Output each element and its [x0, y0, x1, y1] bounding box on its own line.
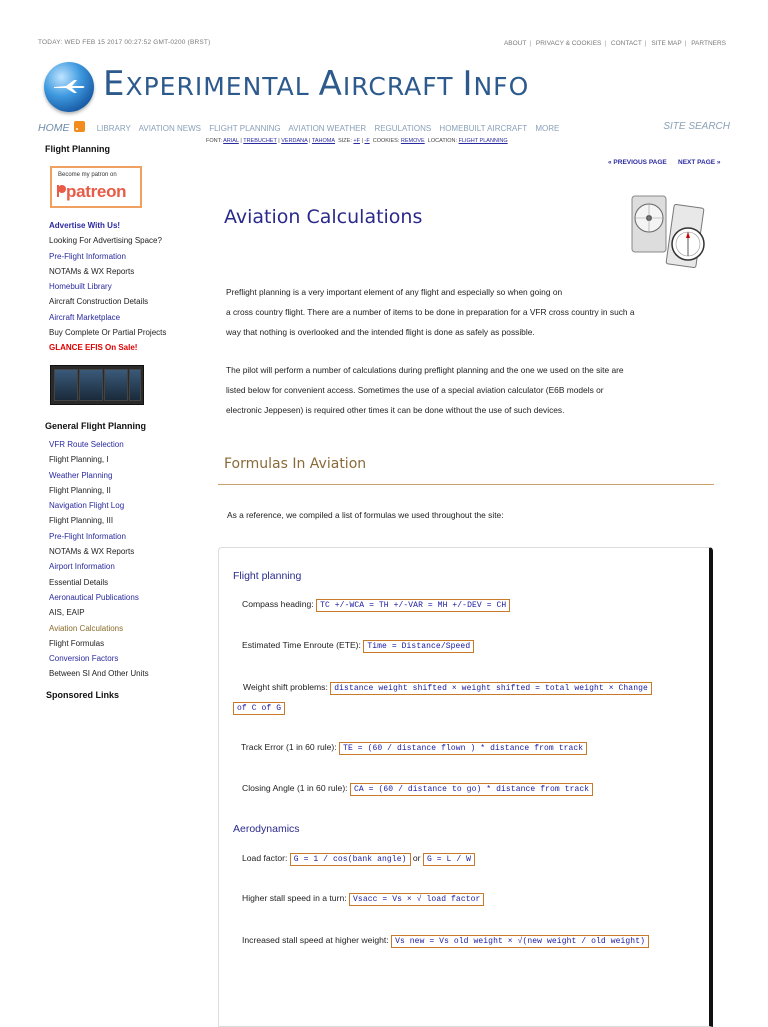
date-display: TODAY: WED FEB 15 2017 00:27:52 GMT-0200 (BRST) [38, 39, 211, 46]
sidebar-item-weather-planning[interactable]: Weather Planning [49, 470, 113, 480]
site-title[interactable]: EXPERIMENTAL AIRCRAFT INFO [103, 64, 530, 104]
font-trebuchet[interactable]: TREBUCHET [243, 138, 277, 144]
sidebar-desc: Flight Planning, II [49, 485, 111, 495]
nav-more[interactable]: MORE [535, 124, 560, 133]
cookies-remove[interactable]: REMOVE [400, 138, 425, 144]
sidebar-desc: Buy Complete Or Partial Projects [49, 328, 167, 338]
font-verdana[interactable]: VERDANA [281, 138, 308, 144]
formula-code: distance weight shifted × weight shifted = total weight × Change [330, 682, 652, 695]
flight-computer-image [626, 192, 712, 272]
rss-icon[interactable] [74, 121, 85, 132]
patreon-banner[interactable] [50, 166, 142, 208]
intro-paragraph: Preflight planning is a very important element of any flight and especially so when going on a cross country flight. There are a number of items to be done in preparation for a VFR cross country in such a way that nothing is overlooked and the intended flight is done as safely as possible. [226, 287, 635, 337]
sidebar-links-1 [49, 218, 166, 356]
sidebar-desc: Aircraft Construction Details [49, 297, 149, 307]
formula-or: or [412, 853, 421, 863]
formula-code: of C of G [233, 702, 285, 715]
nav-regulations[interactable]: REGULATIONS [374, 124, 432, 133]
font-label: FONT: [206, 138, 222, 144]
formulas-heading: Formulas In Aviation [224, 456, 367, 472]
contact-link[interactable]: CONTACT [610, 40, 642, 47]
sidebar-desc: NOTAMs & WX Reports [49, 547, 135, 557]
page-title: Aviation Calculations [224, 206, 423, 228]
efis-ad-image[interactable] [50, 365, 144, 405]
font-toolbar: FONT: ARIAL | TREBUCHET | VERDANA | TAHOMA SIZE: +F | -F COOKIES: REMOVE LOCATION: FLIGHT PLANNING [206, 138, 508, 144]
sidebar-item-aviation-calculations[interactable]: Aviation Calculations [49, 623, 124, 633]
formula-weight-shift-cont [233, 702, 285, 713]
location-link[interactable]: FLIGHT PLANNING [458, 138, 508, 144]
section-aerodynamics: Aerodynamics [233, 823, 300, 835]
formula-ete [242, 640, 474, 651]
next-page-link[interactable]: NEXT PAGE » [678, 159, 721, 166]
formula-label: Track Error (1 in 60 rule): [241, 742, 337, 752]
formula-closing-angle [242, 783, 593, 794]
location-label: LOCATION: [427, 138, 458, 144]
sitemap-link[interactable]: SITE MAP [651, 40, 682, 47]
formulas-box [218, 547, 713, 1027]
formula-code: TC +/-WCA = TH +/-VAR = MH +/-DEV = CH [316, 599, 510, 612]
formula-label: Weight shift problems: [243, 682, 328, 692]
sidebar-links-2 [49, 437, 149, 682]
formula-code: Vsacc = Vs × √ load factor [349, 893, 484, 906]
patreon-wordmark: patreon [66, 182, 127, 201]
formula-label: Load factor: [242, 853, 288, 863]
previous-page-link[interactable]: « PREVIOUS PAGE [608, 159, 667, 166]
formula-label: Compass heading: [242, 599, 314, 609]
section-flight-planning: Flight planning [233, 570, 302, 582]
formula-code: TE = (60 / distance flown ) * distance from track [339, 742, 587, 755]
nav-homebuilt-aircraft[interactable]: HOMEBUILT AIRCRAFT [439, 124, 528, 133]
sidebar-desc: Flight Formulas [49, 638, 105, 648]
sidebar-item-homebuilt-library[interactable]: Homebuilt Library [49, 282, 112, 292]
sidebar-desc: Flight Planning, III [49, 516, 114, 526]
size-minus[interactable]: -F [364, 138, 370, 144]
formula-code: CA = (60 / distance to go) * distance from track [350, 783, 593, 796]
sidebar-desc: NOTAMs & WX Reports [49, 266, 135, 276]
formula-code: Time = Distance/Speed [363, 640, 474, 653]
formula-code: G = 1 / cos(bank angle) [290, 853, 411, 866]
patreon-caption: Become my patron on [58, 172, 117, 178]
partners-link[interactable]: PARTNERS [691, 40, 726, 47]
sidebar-item-glance-efis[interactable]: GLANCE EFIS On Sale! [49, 343, 138, 353]
sidebar-desc: Between SI And Other Units [49, 669, 149, 679]
formula-stall-turn [242, 893, 484, 904]
nav-aviation-weather[interactable]: AVIATION WEATHER [288, 124, 367, 133]
size-plus[interactable]: +F [353, 138, 360, 144]
nav-aviation-news[interactable]: AVIATION NEWS [138, 124, 201, 133]
size-label: SIZE: [338, 138, 352, 144]
sidebar-item-nav-log[interactable]: Navigation Flight Log [49, 501, 125, 511]
formula-label: Estimated Time Enroute (ETE): [242, 640, 361, 650]
sidebar-desc: AIS, EAIP [49, 608, 85, 618]
font-arial[interactable]: ARIAL [223, 138, 239, 144]
second-paragraph: The pilot will perform a number of calculations during preflight planning and the one we used on the site are listed below for convenient access. Sometimes the use of a special aviation calculator (E6B models or electronic Jeppesen) is required other times it can be done without the use of such devices. [226, 365, 624, 415]
nav-home[interactable]: HOME [38, 122, 70, 134]
sidebar-item-conversion-factors[interactable]: Conversion Factors [49, 654, 119, 664]
patreon-logo-icon [56, 184, 66, 198]
formula-compass-heading [242, 599, 510, 610]
sidebar-item-marketplace[interactable]: Aircraft Marketplace [49, 312, 121, 322]
sidebar-item-preflight-info[interactable]: Pre-Flight Information [49, 531, 126, 541]
sidebar-desc: Essential Details [49, 577, 109, 587]
formula-load-factor [242, 853, 475, 864]
cookies-label: COOKIES: [372, 138, 400, 144]
top-links: ABOUT | PRIVACY & COOKIES | CONTACT | SITE MAP | PARTNERS [503, 40, 726, 47]
sidebar-heading: Flight Planning [45, 144, 110, 154]
formula-label: Higher stall speed in a turn: [242, 893, 347, 903]
sponsored-links-heading: Sponsored Links [46, 690, 120, 700]
formula-track-error [241, 742, 587, 753]
divider [218, 484, 714, 485]
about-link[interactable]: ABOUT [503, 40, 527, 47]
sidebar-item-aero-publications[interactable]: Aeronautical Publications [49, 592, 139, 602]
formula-label: Increased stall speed at higher weight: [242, 935, 389, 945]
font-tahoma[interactable]: TAHOMA [311, 138, 336, 144]
site-search-link[interactable]: SITE SEARCH [663, 121, 730, 132]
formula-stall-weight [242, 935, 649, 946]
nav-library[interactable]: LIBRARY [96, 124, 131, 133]
main-nav [38, 121, 565, 134]
formula-weight-shift [243, 682, 652, 693]
sidebar-item-preflight[interactable]: Pre-Flight Information [49, 251, 126, 261]
sidebar-item-advertise[interactable]: Advertise With Us! [49, 221, 121, 230]
sidebar-item-vfr-route[interactable]: VFR Route Selection [49, 440, 124, 449]
formula-code: G = L / W [423, 853, 475, 866]
sidebar-desc: Looking For Advertising Space? [49, 236, 162, 246]
nav-flight-planning[interactable]: FLIGHT PLANNING [209, 124, 281, 133]
reference-text: As a reference, we compiled a list of formulas we used throughout the site: [227, 510, 504, 520]
sidebar-desc: Flight Planning, I [49, 455, 109, 465]
sidebar-heading-general: General Flight Planning [45, 421, 147, 431]
formula-label: Closing Angle (1 in 60 rule): [242, 783, 348, 793]
formula-code: Vs new = Vs old weight × √(new weight / old weight) [391, 935, 649, 948]
site-logo-icon[interactable] [44, 62, 94, 112]
sidebar-item-airport-info[interactable]: Airport Information [49, 562, 115, 572]
privacy-link[interactable]: PRIVACY & COOKIES [535, 40, 602, 47]
